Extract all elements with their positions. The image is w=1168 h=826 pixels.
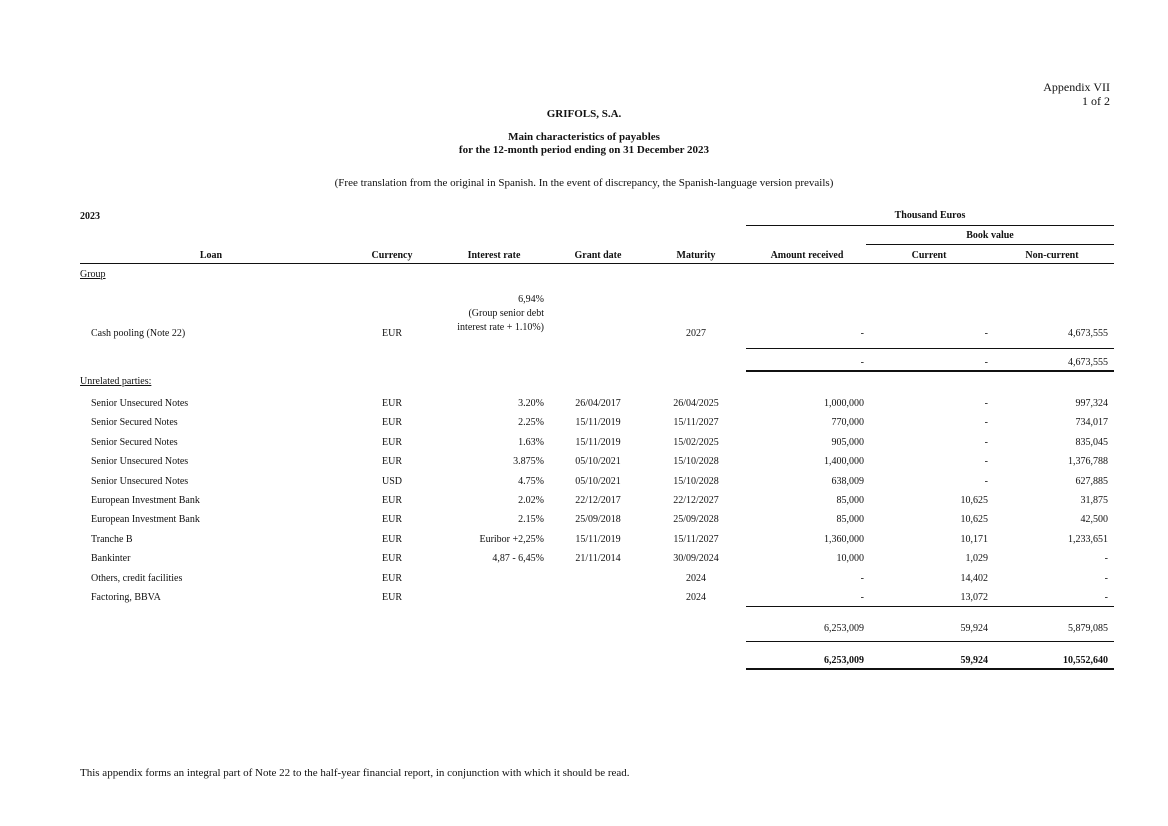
col-loan: Loan <box>199 250 223 261</box>
row-interest-rate: 2.15% <box>518 514 544 525</box>
group-subtotal-current: - <box>984 357 988 368</box>
row-amount: 1,400,000 <box>824 456 864 467</box>
row-loan: European Investment Bank <box>91 495 200 506</box>
grand-total-current: 59,924 <box>960 655 988 666</box>
row-currency: USD <box>381 476 402 487</box>
row-non-current: 42,500 <box>1080 514 1108 525</box>
row-maturity: 15/10/2028 <box>673 456 719 467</box>
group-rate-line-2: (Group senior debt <box>468 308 544 319</box>
row-interest-rate: 2.25% <box>518 417 544 428</box>
group-non-current: 4,673,555 <box>1068 328 1108 339</box>
row-grant-date: 21/11/2014 <box>575 553 621 564</box>
row-maturity: 15/10/2028 <box>673 476 719 487</box>
grand-total-amount: 6,253,009 <box>824 655 864 666</box>
group-currency: EUR <box>382 328 402 339</box>
row-loan: Factoring, BBVA <box>91 592 161 603</box>
row-interest-rate: 3.20% <box>518 398 544 409</box>
row-amount: - <box>860 573 864 584</box>
col-currency: Currency <box>371 250 413 261</box>
row-current: - <box>984 456 988 467</box>
unrelated-section-label: Unrelated parties: <box>80 376 152 387</box>
row-interest-rate: 1.63% <box>518 437 544 448</box>
row-currency: EUR <box>382 417 402 428</box>
row-grant-date: 26/04/2017 <box>575 398 621 409</box>
row-non-current: 31,875 <box>1080 495 1108 506</box>
appendix-label <box>1043 80 1110 108</box>
row-interest-rate: 4.75% <box>518 476 544 487</box>
appendix-title: Appendix VII <box>1043 80 1110 94</box>
group-loan-name: Cash pooling (Note 22) <box>91 328 186 339</box>
row-loan: European Investment Bank <box>91 514 200 525</box>
col-interest-rate: Interest rate <box>467 250 521 261</box>
col-grant-date: Grant date <box>574 250 622 261</box>
group-subtotal-amount: - <box>860 357 864 368</box>
row-amount: - <box>860 592 864 603</box>
row-non-current: 1,233,651 <box>1068 534 1108 545</box>
row-grant-date: 15/11/2019 <box>575 417 621 428</box>
row-loan: Bankinter <box>91 553 131 564</box>
row-grant-date: 25/09/2018 <box>575 514 621 525</box>
row-non-current: 997,324 <box>1075 398 1108 409</box>
unrelated-subtotal-rule <box>746 606 1114 607</box>
row-grant-date: 22/12/2017 <box>575 495 621 506</box>
row-amount: 1,000,000 <box>824 398 864 409</box>
grand-total-non-current: 10,552,640 <box>1063 655 1108 666</box>
row-currency: EUR <box>382 592 402 603</box>
row-current: - <box>984 476 988 487</box>
subtitle-line-1: Main characteristics of payables <box>508 131 660 143</box>
row-currency: EUR <box>382 514 402 525</box>
row-grant-date: 05/10/2021 <box>575 476 621 487</box>
row-current: - <box>984 398 988 409</box>
group-total-rule <box>746 370 1114 372</box>
col-maturity: Maturity <box>676 250 716 261</box>
book-value-header: Book value <box>966 230 1014 241</box>
group-rate-line-3: interest rate + 1.10%) <box>457 322 544 333</box>
row-maturity: 22/12/2027 <box>673 495 719 506</box>
grand-total-bottom-rule <box>746 668 1114 670</box>
subtitle-line-2: for the 12-month period ending on 31 December 2023 <box>458 144 710 156</box>
row-loan: Senior Secured Notes <box>91 437 178 448</box>
group-amount: - <box>860 328 864 339</box>
row-current: 1,029 <box>965 553 988 564</box>
row-current: 13,072 <box>960 592 988 603</box>
row-currency: EUR <box>382 495 402 506</box>
row-current: 14,402 <box>960 573 988 584</box>
row-non-current: - <box>1104 553 1108 564</box>
row-loan: Tranche B <box>91 534 133 545</box>
row-maturity: 2024 <box>686 592 706 603</box>
row-loan: Senior Unsecured Notes <box>91 398 189 409</box>
row-grant-date: 05/10/2021 <box>575 456 621 467</box>
row-maturity: 25/09/2028 <box>673 514 719 525</box>
row-maturity: 15/11/2027 <box>673 534 719 545</box>
row-amount: 905,000 <box>831 437 864 448</box>
row-maturity: 30/09/2024 <box>673 553 719 564</box>
row-current: 10,625 <box>960 495 988 506</box>
row-non-current: 1,376,788 <box>1068 456 1108 467</box>
row-loan: Senior Unsecured Notes <box>91 476 189 487</box>
units-rule <box>746 225 1114 226</box>
row-interest-rate: 4,87 - 6,45% <box>492 553 544 564</box>
unrelated-subtotal-non-current: 5,879,085 <box>1068 623 1108 634</box>
row-non-current: 835,045 <box>1075 437 1108 448</box>
row-currency: EUR <box>382 398 402 409</box>
col-current: Current <box>911 250 947 261</box>
book-value-rule <box>866 244 1114 245</box>
row-current: 10,171 <box>960 534 988 545</box>
row-amount: 10,000 <box>836 553 864 564</box>
row-maturity: 26/04/2025 <box>673 398 719 409</box>
row-amount: 85,000 <box>836 495 864 506</box>
row-amount: 638,009 <box>831 476 864 487</box>
row-interest-rate: 2.02% <box>518 495 544 506</box>
row-amount: 85,000 <box>836 514 864 525</box>
row-amount: 1,360,000 <box>824 534 864 545</box>
row-currency: EUR <box>382 553 402 564</box>
row-interest-rate: 3.875% <box>513 456 544 467</box>
unrelated-subtotal-amount: 6,253,009 <box>824 623 864 634</box>
row-currency: EUR <box>382 573 402 584</box>
header-rule <box>80 263 1114 264</box>
col-non-current: Non-current <box>1025 250 1079 261</box>
year-label: 2023 <box>80 211 100 222</box>
col-amount-received: Amount received <box>770 250 844 261</box>
row-currency: EUR <box>382 437 402 448</box>
row-maturity: 15/02/2025 <box>673 437 719 448</box>
row-current: 10,625 <box>960 514 988 525</box>
row-currency: EUR <box>382 456 402 467</box>
group-section-label: Group <box>80 269 106 280</box>
row-grant-date: 15/11/2019 <box>575 534 621 545</box>
row-loan: Senior Unsecured Notes <box>91 456 189 467</box>
row-maturity: 2024 <box>686 573 706 584</box>
row-currency: EUR <box>382 534 402 545</box>
group-subtotal-rule <box>746 348 1114 349</box>
row-grant-date: 15/11/2019 <box>575 437 621 448</box>
row-loan: Senior Secured Notes <box>91 417 178 428</box>
translation-note: (Free translation from the original in Spanish. In the event of discrepancy, the Spanish-language version prevails) <box>334 177 834 189</box>
row-non-current: - <box>1104 573 1108 584</box>
row-current: - <box>984 417 988 428</box>
row-non-current: 734,017 <box>1075 417 1108 428</box>
row-loan: Others, credit facilities <box>91 573 183 584</box>
document-subtitle <box>0 131 1168 157</box>
company-name: GRIFOLS, S.A. <box>546 108 622 120</box>
units-header: Thousand Euros <box>894 210 966 221</box>
grand-total-top-rule <box>746 641 1114 642</box>
group-current: - <box>984 328 988 339</box>
row-current: - <box>984 437 988 448</box>
group-maturity: 2027 <box>686 328 706 339</box>
footer-note: This appendix forms an integral part of Note 22 to the half-year financial report, in conjunction with which it should be read. <box>80 767 630 779</box>
group-rate-line-1: 6,94% <box>518 294 544 305</box>
unrelated-subtotal-current: 59,924 <box>960 623 988 634</box>
group-subtotal-non-current: 4,673,555 <box>1068 357 1108 368</box>
row-interest-rate: Euribor +2,25% <box>479 534 544 545</box>
row-non-current: 627,885 <box>1075 476 1108 487</box>
row-non-current: - <box>1104 592 1108 603</box>
row-maturity: 15/11/2027 <box>673 417 719 428</box>
group-interest-rate <box>432 293 544 335</box>
page-indicator: 1 of 2 <box>1082 94 1110 108</box>
row-amount: 770,000 <box>831 417 864 428</box>
